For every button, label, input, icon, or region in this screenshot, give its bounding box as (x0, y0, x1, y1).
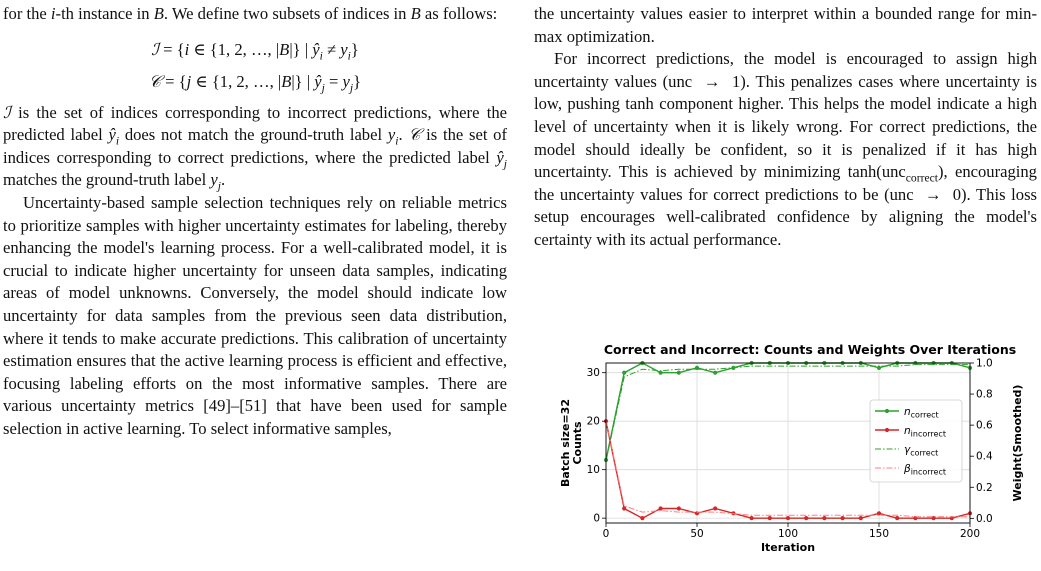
x-tick-label: 0 (602, 528, 610, 540)
data-point (750, 516, 754, 520)
y-tick-label-left: 30 (586, 367, 600, 380)
y-axis-label-left: Batch size=32Counts (559, 399, 584, 487)
counts-weights-chart (555, 340, 1035, 562)
data-point (677, 371, 681, 375)
x-tick-label: 200 (959, 528, 981, 540)
data-point (622, 371, 626, 375)
y-tick-label-right: 0.2 (976, 481, 993, 494)
incorrect-predictions-paragraph: For incorrect predictions, the model is encouraged to assign high uncertainty values (unc → 1). This penalizes cases where uncertainty is low, pushing tanh component higher. This helps the model indicate a high level of uncertainty when it is likely wrong. For correct predictions, the model should ideally be confident, so it is penalized if it has high uncertainty. This is achieved by minimizing tanh(unc$_{correct}$), encouraging the uncertainty values for correct predictions to be (unc → 0). This loss setup encourages well-calibrated confidence by aligning the model's certainty with its actual performance. (534, 49, 1037, 249)
y-tick-label-right: 0.8 (976, 388, 993, 401)
y-tick-label-left: 0 (593, 512, 600, 525)
legend-label: $\beta_{incorrect}$ (904, 463, 947, 477)
data-point (786, 516, 790, 520)
top-paragraph: the uncertainty values easier to interpret within a bounded range for min-max optimization. (534, 4, 1037, 46)
right-column (534, 3, 1037, 252)
y-tick-label-right: 0.6 (976, 419, 993, 432)
x-axis-label: Iteration (760, 541, 816, 554)
equation-correct-set: 𝒞 = {j ∈ {1, 2, …, |B|} | $ŷ_j = y_j$} (148, 71, 362, 94)
y-tick-label-left: 20 (586, 415, 600, 428)
data-point (895, 516, 899, 520)
sets-definition-paragraph: ℐ is the set of indices corresponding to incorrect predictions, where the predicted label $ŷ_i$ does not match the ground-truth label $y_i$. 𝒞 is the set of indices corresponding to correct predictions, where the predicted label $ŷ_j$ matches the ground-truth label $y_j$. (3, 102, 507, 193)
x-tick-label: 150 (868, 528, 890, 540)
legend-marker (885, 428, 889, 432)
intro-paragraph: for the i-th instance in B. We define two subsets of indices in B as follows: (3, 4, 498, 23)
equation-incorrect-set: ℐ = {i ∈ {1, 2, …, |B|} | $ŷ_i \ne y_i$} (151, 39, 359, 62)
data-point (859, 516, 863, 520)
chart-legend (870, 400, 962, 482)
data-point (713, 371, 717, 375)
left-column (3, 3, 507, 441)
y-tick-label-right: 0.4 (976, 450, 993, 463)
data-point (804, 516, 808, 520)
legend-label: $\gamma_{correct}$ (904, 444, 939, 458)
y-axis-label-right: Weight(Smoothed) (1011, 384, 1024, 502)
data-point (822, 516, 826, 520)
data-point (713, 506, 717, 510)
uncertainty-paragraph: Uncertainty-based sample selection techniques rely on reliable metrics to prioritize samples with higher uncertainty estimates for labeling, thereby enhancing the model's learning process. For a well-calibrated model, it is crucial to indicate higher uncertainty for unseen data samples, indicating areas of model unknowns. Conversely, the model should indicate low uncertainty for data samples from the previous seen data distribution, where it tends to make accurate predictions. This calibration of uncertainty estimation ensures that the active learning process is efficient and effective, focusing labeling efforts on the most informative samples. There are various uncertainty metrics [49]–[51] that have been used for sample selection in active learning. To select informative samples, (3, 192, 507, 438)
x-tick-label: 100 (777, 528, 799, 540)
data-point (640, 516, 644, 520)
data-point (677, 506, 681, 510)
legend-label: $n_{incorrect}$ (904, 425, 946, 439)
data-point (659, 506, 663, 510)
legend-marker (885, 409, 889, 413)
data-point (841, 516, 845, 520)
y-tick-label-right: 1.0 (976, 357, 993, 370)
y-tick-label-right: 0.0 (976, 512, 993, 525)
y-tick-label-left: 10 (586, 464, 600, 477)
data-point (768, 516, 772, 520)
data-point (622, 506, 626, 510)
x-tick-label: 50 (690, 528, 704, 540)
chart-title: Correct and Incorrect: Counts and Weights Over Iterations (603, 342, 1017, 357)
legend-label: $n_{correct}$ (904, 406, 939, 420)
